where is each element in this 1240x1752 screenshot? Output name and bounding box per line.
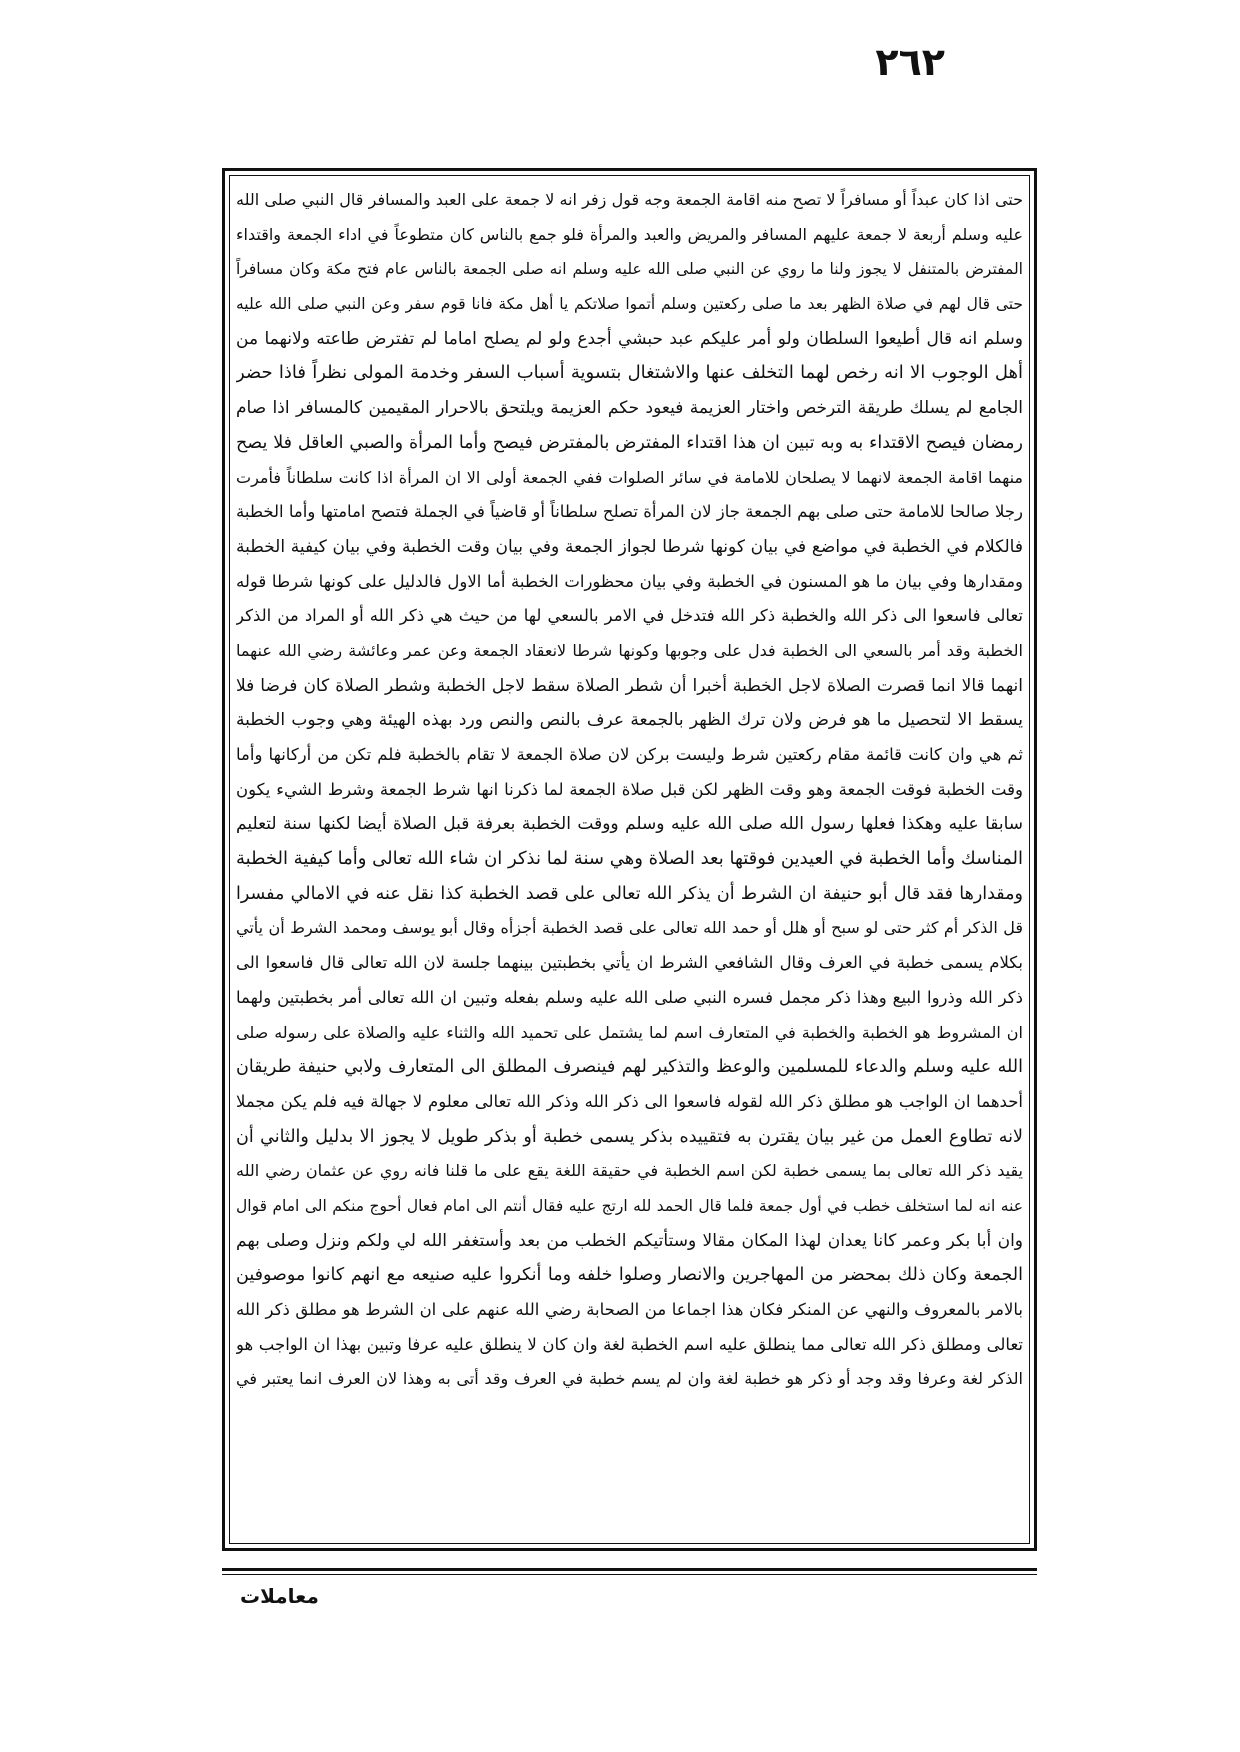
text-line: قل الذكر أم كثر حتى لو سبح أو هلل أو حمد الله تعالى على قصد الخطبة أجزأه وقال أبو يوسف ومحمد الشرط أن يأتي bbox=[236, 918, 1023, 938]
text-line: يقيد ذكر الله تعالى بما يسمى خطبة لكن اسم الخطبة في حقيقة اللغة يقع على ما قلنا فانه روي عن عثمان رضي الله bbox=[236, 1161, 1023, 1181]
text-line: لانه تطاوع العمل من غير بيان يقترن به فتقييده بذكر يسمى خطبة أو بذكر طويل لا يجوز الا بدليل والثاني أن bbox=[236, 1126, 1023, 1147]
footer-rule-thin bbox=[222, 1574, 1037, 1575]
text-line: وقت الخطبة فوقت الجمعة وهو وقت الظهر لكن قبل صلاة الجمعة لما ذكرنا انها شرط الجمعة وشرط الشيء يكون bbox=[236, 779, 1023, 799]
text-line: سابقا عليه وهكذا فعلها رسول الله صلى الله عليه وسلم ووقت الخطبة بعرفة قبل الصلاة أيضا لكنها سنة لتعليم bbox=[236, 814, 1023, 835]
text-line: حتى اذا كان عبداً أو مسافراً لا تصح منه اقامة الجمعة وجه قول زفر انه لا جمعة على العبد والمسافر قال النبي صلى الله bbox=[236, 190, 1023, 209]
text-line: انهما قالا انما قصرت الصلاة لاجل الخطبة أخبرا أن شطر الصلاة سقط لاجل الخطبة وشطر الصلاة كان فرضا فلا bbox=[236, 675, 1023, 696]
text-line: الجمعة وكان ذلك بمحضر من المهاجرين والانصار وصلوا خلفه وما أنكروا عليه صنيعه مع انهم كانوا موصوفين bbox=[236, 1265, 1023, 1286]
text-line: ومقدارها وفي بيان ما هو المسنون في الخطبة وفي بيان محظورات الخطبة أما الاول فالدليل على كونها شرطا قوله bbox=[236, 571, 1023, 591]
text-line: تعالى ومطلق ذكر الله تعالى مما ينطلق عليه اسم الخطبة لغة وان كان لا ينطلق عليه عرفا وتبين بهذا ان الواجب هو bbox=[236, 1334, 1023, 1354]
text-line: منهما اقامة الجمعة لانهما لا يصلحان للامامة في سائر الصلوات ففي الجمعة أولى الا ان المرأة اذا كانت سلطاناً فأمرت bbox=[236, 467, 1023, 487]
text-line: بالامر بالمعروف والنهي عن المنكر فكان هذا اجماعا من الصحابة رضي الله عنهم على ان الشرط هو مطلق ذكر الله bbox=[236, 1300, 1023, 1319]
text-line: ومقدارها فقد قال أبو حنيفة ان الشرط أن يذكر الله تعالى على قصد الخطبة كذا نقل عنه في الامالي مفسرا bbox=[236, 883, 1023, 904]
text-line: بكلام يسمى خطبة في العرف وقال الشافعي الشرط ان يأتي بخطبتين بينهما جلسة لان الله تعالى قال فاسعوا الى bbox=[236, 953, 1023, 973]
text-line: الجامع لم يسلك طريقة الترخص واختار العزيمة فيعود حكم العزيمة ويلتحق بالاحرار المقيمين كالمسافر اذا صام bbox=[236, 398, 1023, 419]
text-line: الذكر لغة وعرفا وقد وجد أو ذكر هو خطبة لغة وان لم يسم خطبة في العرف وقد أتى به وهذا لان العرف انما يعتبر في bbox=[236, 1369, 1023, 1389]
page-number: ٢٦٢ bbox=[875, 40, 945, 84]
text-line: وان أبا بكر وعمر كانا يعدان لهذا المكان مقالا وستأتيكم الخطب من بعد وأستغفر الله لي ولكم ونزل وصلى بهم bbox=[236, 1230, 1023, 1251]
text-line: حتى قال لهم في صلاة الظهر بعد ما صلى ركعتين وسلم أتموا صلاتكم يا أهل مكة فانا قوم سفر وعن النبي صلى الله عليه bbox=[236, 295, 1023, 314]
text-line: المناسك وأما الخطبة في العيدين فوقتها بعد الصلاة وهي سنة لما نذكر ان شاء الله تعالى وأما كيفية الخطبة bbox=[236, 848, 1023, 870]
text-line: المفترض بالمتنفل لا يجوز ولنا ما روي عن النبي صلى الله عليه وسلم انه صلى الجمعة بالناس عام فتح مكة وكان مسافراً bbox=[236, 260, 1023, 279]
main-text-block bbox=[236, 183, 1023, 1538]
text-line: فالكلام في الخطبة في مواضع في بيان كونها شرطا لجواز الجمعة وفي بيان وقت الخطبة وفي بيان كيفية الخطبة bbox=[236, 536, 1023, 557]
text-line: عليه وسلم أربعة لا جمعة عليهم المسافر والمريض والعبد والمرأة فلو جمع بالناس كان متطوعاً في اداء الجمعة واقتداء bbox=[236, 224, 1023, 244]
catchword: معاملات bbox=[240, 1584, 319, 1608]
text-line: وسلم انه قال أطيعوا السلطان ولو أمر عليكم عبد حبشي أجدع ولو لم يصلح اماما لم تفترض طاعته ولانهما من bbox=[236, 328, 1023, 349]
text-line: يسقط الا لتحصيل ما هو فرض ولان ترك الظهر بالجمعة عرف بالنص والنص ورد بهذه الهيئة وهي وجوب الخطبة bbox=[236, 710, 1023, 731]
text-line: أحدهما ان الواجب هو مطلق ذكر الله لقوله فاسعوا الى ذكر الله وذكر الله تعالى معلوم لا جهالة فيه فلم يكن مجملا bbox=[236, 1091, 1023, 1111]
footer-rule bbox=[222, 1568, 1037, 1571]
text-line: الله عليه وسلم والدعاء للمسلمين والوعظ والتذكير لهم فينصرف المطلق الى المتعارف ولابي حنيفة طريقان bbox=[236, 1057, 1023, 1078]
text-line: ثم هي وان كانت قائمة مقام ركعتين شرط وليست بركن لان صلاة الجمعة لا تقام بالخطبة فلم تكن من أركانها وأما bbox=[236, 745, 1023, 764]
text-line: ان المشروط هو الخطبة والخطبة في المتعارف اسم لما يشتمل على تحميد الله والثناء عليه والصلاة على رسوله صلى bbox=[236, 1022, 1023, 1042]
text-line: أهل الوجوب الا انه رخص لهما التخلف عنها والاشتغال بتسوية أسباب السفر وخدمة المولى نظراً فاذا حضر bbox=[236, 362, 1023, 384]
text-line: رمضان فيصح الاقتداء به وبه تبين ان هذا اقتداء المفترض بالمفترض فيصح وأما المرأة والصبي العاقل فلا يصح bbox=[236, 432, 1023, 453]
text-line: عنه انه لما استخلف خطب في أول جمعة فلما قال الحمد لله ارتج عليه فقال أنتم الى امام فعال أحوج منكم الى امام قوال bbox=[236, 1196, 1023, 1215]
text-line: ذكر الله وذروا البيع وهذا ذكر مجمل فسره النبي صلى الله عليه وسلم بفعله وتبين ان الله تعالى أمر بخطبتين ولهما bbox=[236, 987, 1023, 1007]
text-line: الخطبة وقد أمر بالسعي الى الخطبة فدل على وجوبها وكونها شرطا لانعقاد الجمعة وعن عمر وعائشة رضي الله عنهما bbox=[236, 640, 1023, 660]
text-line: رجلا صالحا للامامة حتى صلى بهم الجمعة جاز لان المرأة تصلح سلطاناً أو قاضياً في الجملة فتصح امامتها وأما الخطبة bbox=[236, 502, 1023, 522]
text-line: تعالى فاسعوا الى ذكر الله والخطبة ذكر الله فتدخل في الامر بالسعي لها من حيث هي ذكر الله أو المراد من الذكر bbox=[236, 606, 1023, 626]
